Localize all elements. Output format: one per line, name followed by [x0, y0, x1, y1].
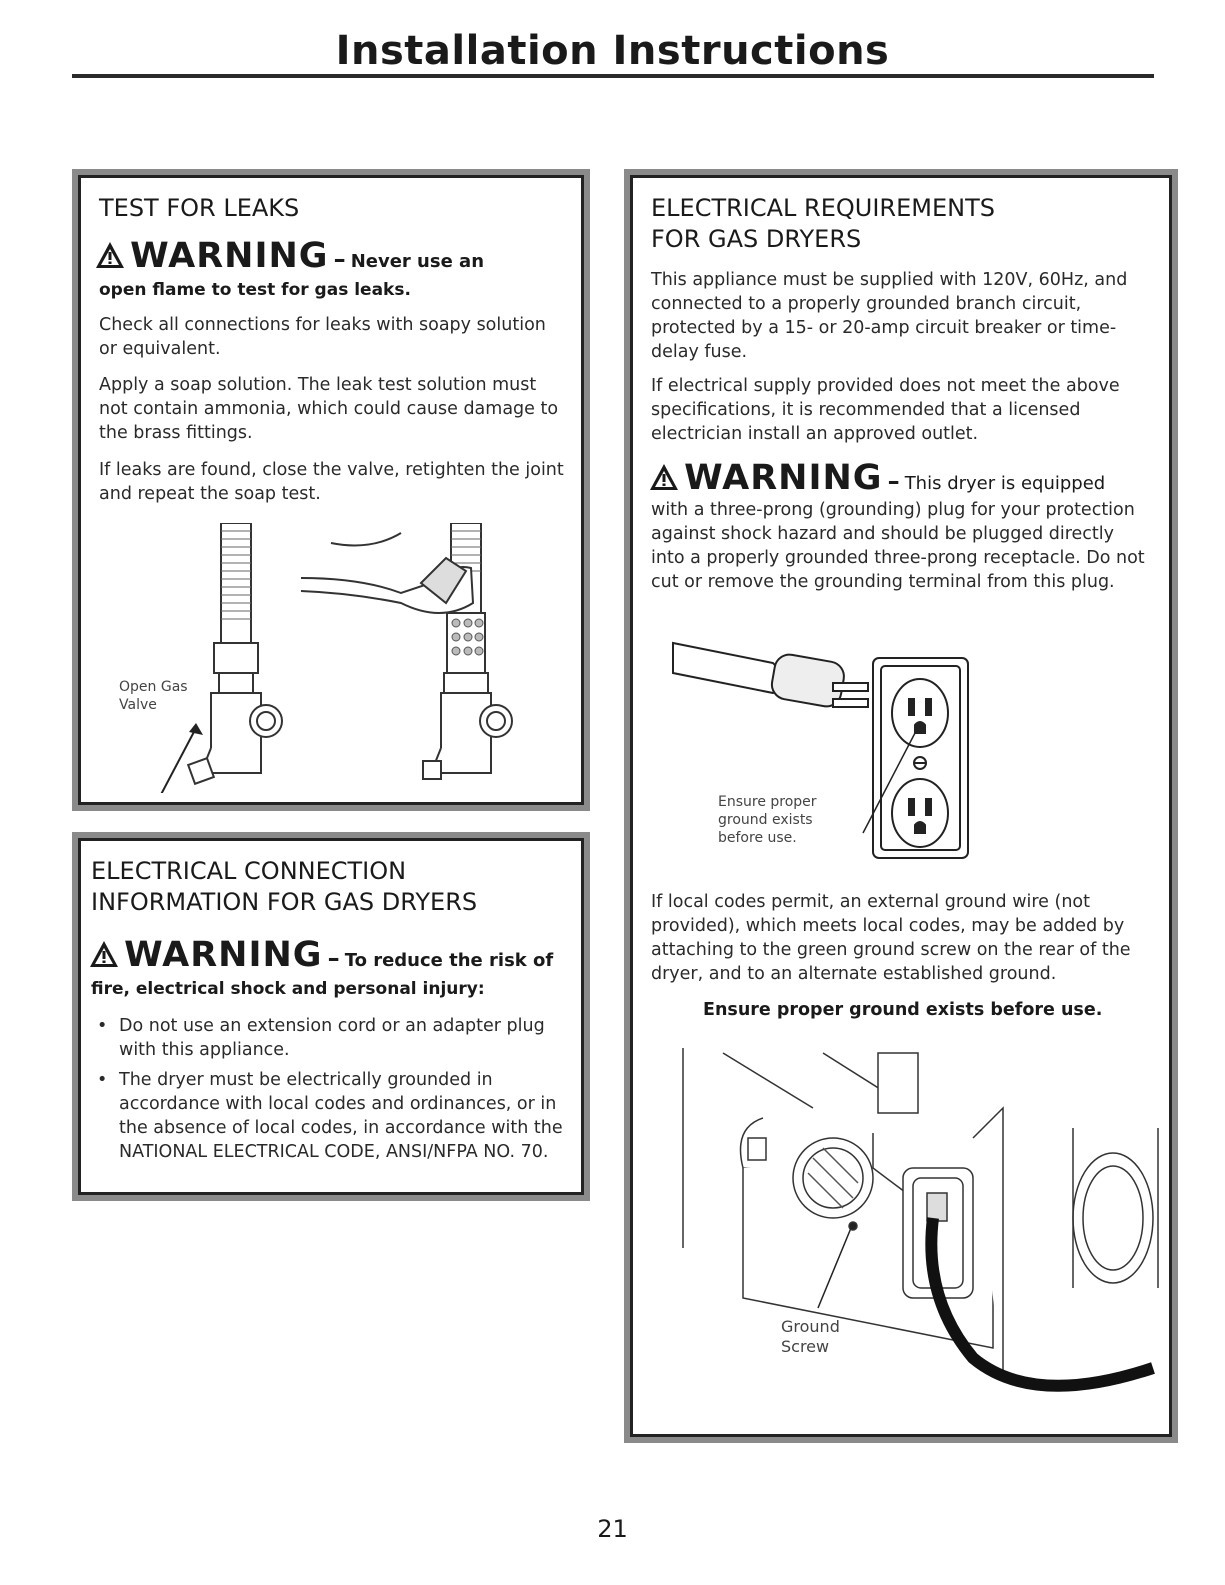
electrical-requirements-heading-line1: ELECTRICAL REQUIREMENTS [651, 194, 995, 222]
electrical-requirements-panel [630, 175, 1172, 1437]
ensure-ground-notice: Ensure proper ground exists before use. [703, 1000, 1103, 1020]
outlet-caption-line3: before use. [718, 830, 797, 846]
warning-lead: To reduce the risk of [344, 950, 554, 971]
warning-triangle-icon [649, 463, 679, 491]
warning-triangle-icon [95, 241, 125, 269]
warning-line [95, 236, 484, 276]
leaks-paragraph-3: If leaks are found, close the valve, retighten the joint and repeat the soap test. [99, 460, 564, 504]
gas-valve-illustration [101, 523, 571, 793]
warning-dash: – [333, 245, 346, 273]
warning-lead: Never use an [350, 251, 485, 272]
warning-lead: This dryer is equipped [904, 473, 1106, 494]
electrical-connection-heading-line2: INFORMATION FOR GAS DRYERS [91, 888, 478, 916]
electrical-connection-panel [78, 838, 584, 1195]
warning-line [649, 458, 1105, 498]
warning-word: WARNING [684, 458, 883, 498]
warning-dash: – [327, 944, 340, 972]
title-divider [72, 74, 1154, 78]
leaks-paragraph-2: Apply a soap solution. The leak test solution must not contain ammonia, which could cause damage to the brass fittings. [99, 375, 559, 443]
page-number: 21 [597, 1515, 628, 1543]
warning-continuation: fire, electrical shock and personal injury: [91, 979, 485, 999]
outlet-plug-illustration [663, 633, 973, 873]
list-item: • The dryer must be electrically grounded in accordance with local codes and ordinances, or in the absence of local codes, in accordance with the NATIONAL ELECTRICAL CODE, ANSI/NFPA NO. 70. [97, 1070, 563, 1162]
list-item: • Do not use an extension cord or an adapter plug with this appliance. [97, 1016, 545, 1060]
warning-line [89, 935, 553, 975]
leaks-paragraph-1: Check all connections for leaks with soapy solution or equivalent. [99, 315, 546, 359]
electrical-connection-heading-line1: ELECTRICAL CONNECTION [91, 857, 407, 885]
requirements-paragraph-1: This appliance must be supplied with 120V, 60Hz, and connected to a properly grounded branch circuit, protected by a 15- or 20-amp circuit breaker or time-delay fuse. [651, 270, 1128, 362]
dryer-ground-screw-illustration [673, 1048, 1168, 1433]
ground-screw-caption-line1: Ground [781, 1317, 840, 1336]
requirements-paragraph-2: If electrical supply provided does not meet the above specifications, it is recommended that a licensed electrician install an approved outlet. [651, 376, 1120, 444]
warning-continuation: with a three-prong (grounding) plug for your protection against shock hazard and should be plugged directly into a properly grounded three-prong receptacle. Do not cut or remove the grounding terminal from this plug. [651, 500, 1145, 592]
electrical-requirements-heading-line2: FOR GAS DRYERS [651, 225, 862, 253]
ground-screw-caption-line2: Screw [781, 1337, 830, 1356]
open-gas-valve-caption-line1: Open Gas [119, 679, 188, 695]
test-for-leaks-heading: TEST FOR LEAKS [99, 194, 300, 222]
warning-dash: – [887, 467, 900, 495]
warning-triangle-icon [89, 940, 119, 968]
warning-word: WARNING [124, 935, 323, 975]
outlet-caption-line2: ground exists [718, 812, 813, 828]
test-for-leaks-panel [78, 175, 584, 805]
page-title: Installation Instructions [335, 28, 890, 74]
warning-continuation: open flame to test for gas leaks. [99, 280, 411, 300]
requirements-paragraph-3: If local codes permit, an external ground wire (not provided), which meets local codes, may be added by attaching to the green ground screw on the rear of the dryer, and to an alternate established ground. [651, 892, 1131, 984]
warning-word: WARNING [130, 236, 329, 276]
open-gas-valve-caption-line2: Valve [119, 697, 157, 713]
outlet-caption-line1: Ensure proper [718, 794, 817, 810]
